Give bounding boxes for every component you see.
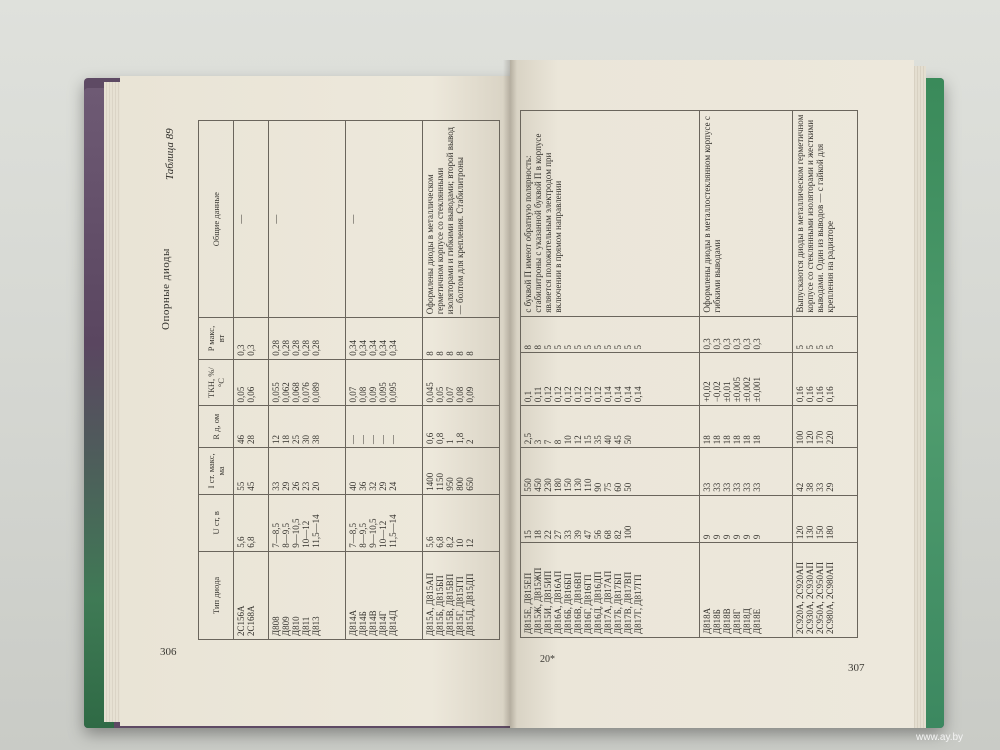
cell-r: 18 18 18 18 18 18 — [700, 406, 793, 448]
cell-tkn: 0,045 0,05 0,07 0,08 0,09 — [423, 359, 500, 406]
cell-u: 15 18 22 27 33 39 47 56 68 82 100 — [521, 495, 700, 542]
watermark: www.ay.by — [916, 732, 964, 743]
cell-type: 2С156А 2С168А — [234, 551, 269, 639]
table-row — [793, 111, 858, 638]
cell-note: — — [234, 121, 269, 318]
cell-tkn: +0,02 −0,02 ±0,01 ±0,005 ±0,002 ±0,001 — [700, 353, 793, 406]
cell-note: — — [269, 121, 346, 318]
page-number-left: 306 — [160, 646, 177, 658]
cell-i: 1400 1150 950 800 650 — [423, 448, 500, 495]
table-row — [269, 121, 346, 640]
cell-r: 0,6 0,8 1 1,8 2 — [423, 406, 500, 448]
left-table-wrapper — [198, 120, 500, 640]
header-p-max: P макс, вт — [199, 318, 234, 360]
cell-note: с буквой П имеют обратную полярность: стабилитроны с указанной буквой П в корпусе является положительным электродом при включении в прямом направлении — [521, 111, 700, 317]
left-diode-table — [198, 120, 500, 640]
book-gutter — [503, 60, 517, 728]
cell-r: 2,5 3 7 8 10 12 15 35 40 45 50 — [521, 406, 700, 448]
right-diode-table — [520, 110, 858, 638]
cell-i: 40 36 32 29 24 — [346, 448, 423, 495]
header-u-st: U ст, в — [199, 494, 234, 551]
cell-r: — — — — — — [346, 406, 423, 448]
cell-i: 550 450 230 180 150 130 110 90 75 60 50 — [521, 448, 700, 495]
cell-u: 120 130 150 180 — [793, 495, 858, 542]
table-header-row — [199, 121, 234, 640]
cell-i: 55 45 — [234, 448, 269, 495]
cell-u: 7—8,5 8—9,5 9—10,5 10—12 11,5—14 — [269, 494, 346, 551]
cell-tkn: 0,16 0,16 0,16 0,16 — [793, 353, 858, 406]
cell-p: 0,3 0,3 0,3 0,3 0,3 0,3 — [700, 316, 793, 353]
cell-p: 8 8 8 8 8 — [423, 318, 500, 360]
cell-p: 0,34 0,34 0,34 0,34 0,34 — [346, 318, 423, 360]
page-number-right: 307 — [848, 662, 865, 674]
cell-note: Оформлены диоды в металлостеклянном корпусе с гибкими выводами — [700, 111, 793, 317]
page-stack-right — [912, 66, 926, 728]
cell-i: 33 29 26 23 20 — [269, 448, 346, 495]
cell-type: Д815А, Д815АП Д815Б, Д815БП Д815В, Д815ВП Д815Г, Д815ГП Д815Д, Д815ДП — [423, 551, 500, 639]
table-row — [521, 111, 700, 638]
cell-type: Д818А Д818Б Д818В Д818Г Д818Д Д818Е — [700, 543, 793, 638]
cell-r: 100 120 170 220 — [793, 406, 858, 448]
cell-p: 0,28 0,28 0,28 0,28 0,28 — [269, 318, 346, 360]
cell-note: Выпускаются диоды в металлическом герметичном корпусе со стеклянными изоляторами и жесткими выводами. Один из выводов — с гайкой для крепления на радиаторе — [793, 111, 858, 317]
cell-note: — — [346, 121, 423, 318]
header-r-d: R д, ом — [199, 406, 234, 448]
cell-i: 33 33 33 33 33 33 — [700, 448, 793, 495]
table-label: Таблица 89 — [164, 128, 176, 180]
cell-type: Д808 Д809 Д810 Д811 Д813 — [269, 551, 346, 639]
header-i-st-max: I ст. макс, ма — [199, 448, 234, 495]
cell-i: 42 38 33 29 — [793, 448, 858, 495]
table-row — [346, 121, 423, 640]
section-title: Опорные диоды — [160, 248, 172, 330]
header-general: Общие данные — [199, 121, 234, 318]
cell-r: 46 28 — [234, 406, 269, 448]
cell-u: 5,6 6,8 8,2 10 12 — [423, 494, 500, 551]
cell-type: Д814А Д814Б Д814В Д814Г Д814Д — [346, 551, 423, 639]
cell-tkn: 0,1 0,11 0,12 0,12 0,12 0,12 0,12 0,12 0,14 0,14 0,14 0,14 — [521, 353, 700, 406]
table-row — [234, 121, 269, 640]
cell-tkn: 0,05 0,06 — [234, 359, 269, 406]
header-tkn: ТКН, %/°С — [199, 359, 234, 406]
table-row — [700, 111, 793, 638]
cell-tkn: 0,07 0,08 0,09 0,095 0,095 — [346, 359, 423, 406]
cell-p: 5 5 5 5 — [793, 316, 858, 353]
cell-type: 2С920А, 2С920АП 2С930А, 2С930АП 2С950А, 2С950АП 2С980А, 2С980АП — [793, 543, 858, 638]
cell-u: 9 9 9 9 9 9 — [700, 495, 793, 542]
signature-mark: 20* — [540, 654, 555, 665]
cell-tkn: 0,055 0,062 0,068 0,076 0,089 — [269, 359, 346, 406]
cell-p: 8 8 5 5 5 5 5 5 5 5 5 5 — [521, 316, 700, 353]
header-type: Тип диода — [199, 551, 234, 639]
cell-r: 12 18 25 30 38 — [269, 406, 346, 448]
cell-p: 0,3 0,3 — [234, 318, 269, 360]
right-table-wrapper — [520, 110, 858, 638]
table-row — [423, 121, 500, 640]
cell-u: 5,6 6,8 — [234, 494, 269, 551]
cell-note: Оформлены диоды в металлическом герметичном корпусе со стеклянными изоляторами и гибкими выводами; второй вывод — болтом для крепления. Стабилитроны — [423, 121, 500, 318]
cell-u: 7—8,5 8—9,5 9—10,5 10—12 11,5—14 — [346, 494, 423, 551]
cell-type: Д815Е, Д815ЕП Д815Ж, Д815ЖП Д815И, Д815ИП Д816А, Д816АП Д816Б, Д816БП Д816В, Д816ВП Д816Г, Д816ГП Д816Д, Д816ДП Д817А, Д817АП Д817Б, Д817БП Д817В, Д817ВП Д817Г, Д817ГП — [521, 543, 700, 638]
